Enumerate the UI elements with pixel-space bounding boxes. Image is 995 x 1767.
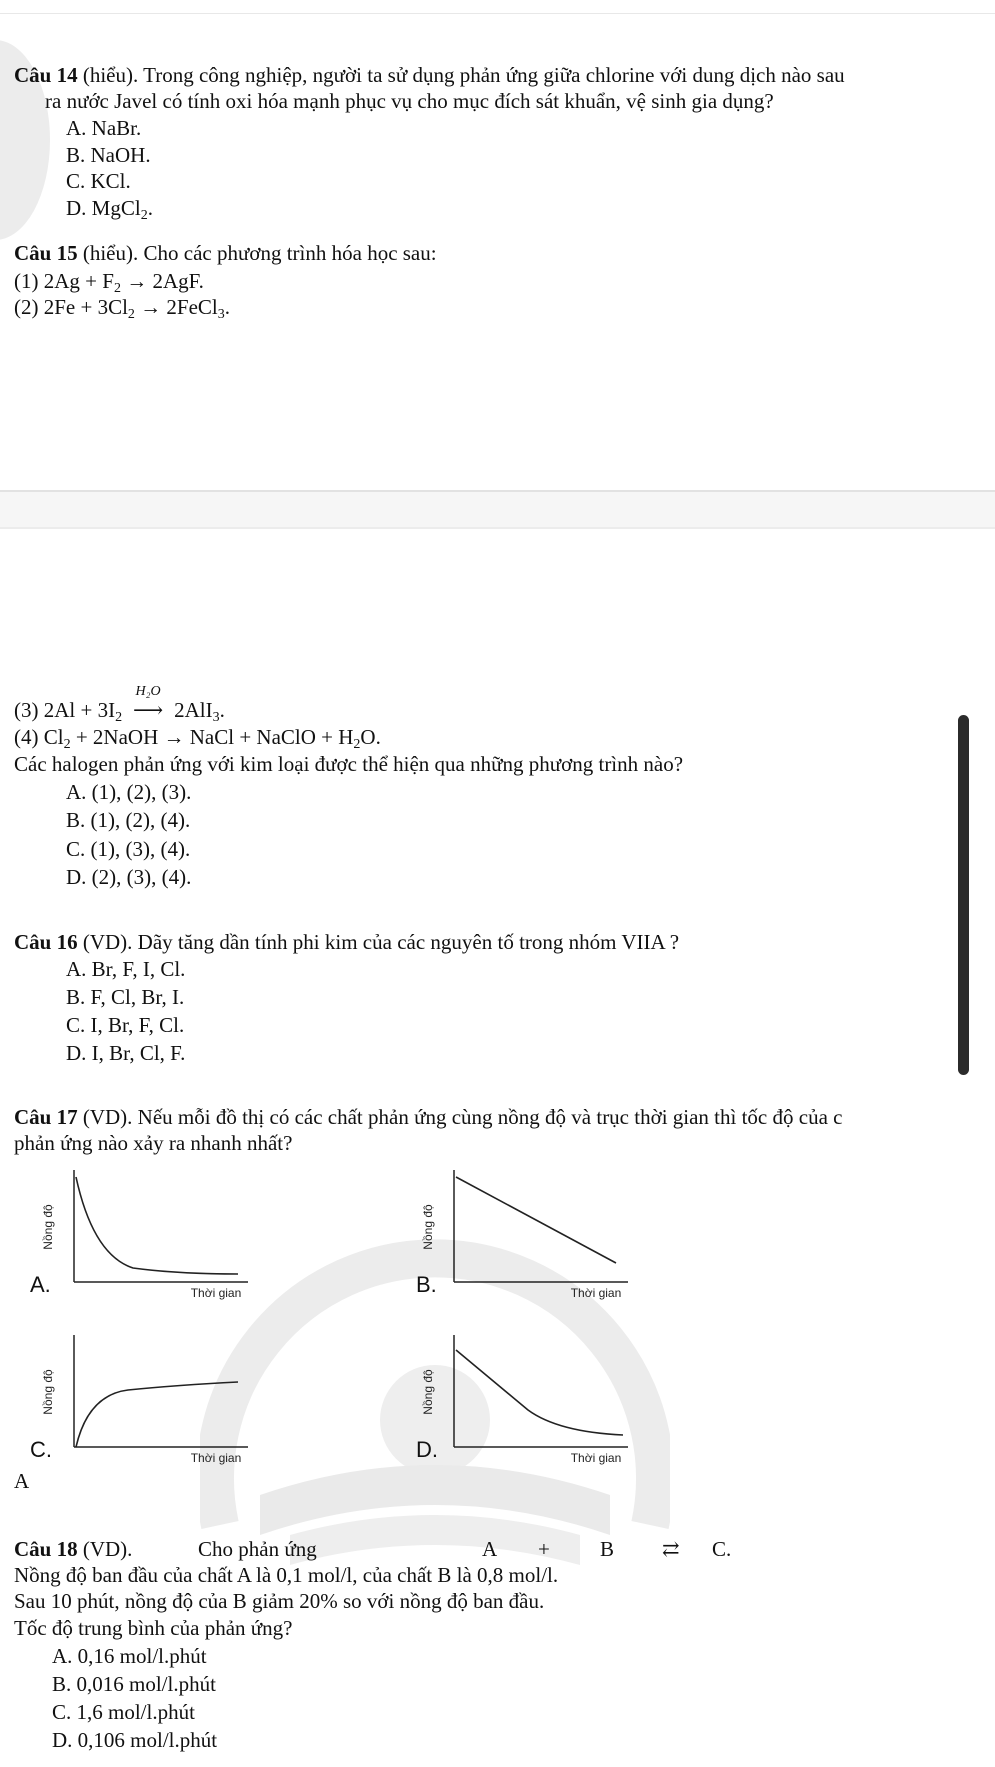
q15-option-c: C. (1), (3), (4). xyxy=(66,837,191,861)
graph-c-xlabel: Thời gian xyxy=(190,1451,242,1465)
q16-option-c: C. I, Br, F, Cl. xyxy=(66,1013,185,1037)
q14-option-b: B. NaOH. xyxy=(66,143,151,167)
q14-line1 xyxy=(14,62,845,88)
q18-line2: Nồng độ ban đầu của chất A là 0,1 mol/l, của chất B là 0,8 mol/l. xyxy=(14,1563,559,1587)
q16-question: Câu 16 (VD). Dãy tăng dần tính phi kim của các nguyên tố trong nhóm VIIA ? xyxy=(14,930,680,954)
graph-d-label: D. xyxy=(416,1437,438,1462)
q18-line4: Tốc độ trung bình của phản ứng? xyxy=(14,1616,293,1640)
graph-c-curve xyxy=(76,1382,238,1447)
graph-a-label: A. xyxy=(30,1272,51,1297)
graph-c xyxy=(38,1330,253,1465)
graph-a-ylabel: Nồng độ xyxy=(41,1204,55,1250)
top-divider xyxy=(0,13,995,14)
q15-option-d: D. (2), (3), (4). xyxy=(66,865,192,889)
q18-intro: Cho phản ứng xyxy=(198,1537,317,1561)
graph-b xyxy=(418,1165,633,1300)
q18-reactant-b: B xyxy=(600,1537,615,1561)
graph-d-curve xyxy=(456,1350,623,1435)
q15-option-a: A. (1), (2), (3). xyxy=(66,780,192,804)
q18-option-b: B. 0,016 mol/l.phút xyxy=(52,1672,216,1696)
graph-a-curve xyxy=(76,1177,238,1274)
q15-option-b: B. (1), (2), (4). xyxy=(66,808,191,832)
q18-equilibrium-arrow: ⇄ xyxy=(662,1537,680,1561)
q18-line1: Câu 18 (VD). xyxy=(14,1537,133,1561)
graph-b-xlabel: Thời gian xyxy=(570,1286,622,1300)
q18-product-c: C. xyxy=(712,1537,732,1561)
q15-eq2: (2) $2Fe + 3Cl_2$ → 2FeCl$_3$. xyxy=(14,295,231,322)
q16-label: Câu 16 xyxy=(14,930,78,954)
graph-b-label: B. xyxy=(416,1272,437,1297)
q15-eq1: (1) $2Ag + F_2 \to 2AgF$. xyxy=(14,269,204,296)
q14-label: Câu 14 xyxy=(14,63,78,87)
q15-question: Các halogen phản ứng với kim loại được thể hiện qua những phương trình nào? xyxy=(14,752,684,776)
q14-option-d: D. MgCl$_2$. xyxy=(66,196,153,223)
graph-c-label: C. xyxy=(30,1437,52,1462)
q14-text1: (hiểu). Trong công nghiệp, người ta sử dụng phản ứng giữa chlorine với dung dịch nào sau xyxy=(77,63,845,87)
graph-d-xlabel: Thời gian xyxy=(570,1451,622,1465)
q16-option-a: A. Br, F, I, Cl. xyxy=(66,957,186,981)
q18-plus: + xyxy=(538,1537,550,1561)
q15-intro: Câu 15 (hiểu). Cho các phương trình hóa học sau: xyxy=(14,241,437,265)
q17-answer: A xyxy=(14,1469,30,1493)
graph-a-xlabel: Thời gian xyxy=(190,1286,242,1300)
graph-c-ylabel: Nồng độ xyxy=(41,1369,55,1415)
q17-label: Câu 17 xyxy=(14,1105,78,1129)
q15-label: Câu 15 xyxy=(14,241,78,265)
q17-line2: phản ứng nào xảy ra nhanh nhất? xyxy=(14,1131,293,1155)
scrollbar-thumb[interactable] xyxy=(958,715,969,1075)
q18-line3: Sau 10 phút, nồng độ của B giảm 20% so với nồng độ ban đầu. xyxy=(14,1589,545,1613)
eq3-arrow: H₂O ⟶ xyxy=(133,684,164,722)
graph-b-ylabel: Nồng độ xyxy=(421,1204,435,1250)
q17-line1: Câu 17 (VD). Nếu mỗi đồ thị có các chất phản ứng cùng nồng độ và trục thời gian thì tốc độ của c xyxy=(14,1105,843,1129)
graph-d-ylabel: Nồng độ xyxy=(421,1369,435,1415)
q15-eq4: (4) $Cl_2$ + 2NaOH → NaCl + NaClO + $H_2O$. xyxy=(14,725,381,752)
page-break-band xyxy=(0,490,995,529)
q14-line2: ra nước Javel có tính oxi hóa mạnh phục vụ cho mục đích sát khuẩn, vệ sinh gia dụng? xyxy=(45,89,774,113)
graph-a xyxy=(38,1165,253,1300)
q14-option-a: A. NaBr. xyxy=(66,116,142,140)
q14-option-c: C. KCl. xyxy=(66,169,131,193)
q18-option-c: C. 1,6 mol/l.phút xyxy=(52,1700,195,1724)
q18-label: Câu 18 xyxy=(14,1537,78,1561)
q18-option-d: D. 0,106 mol/l.phút xyxy=(52,1728,218,1752)
q15-eq3: (3) $2Al + 3I_2$ H₂O ⟶ 2AlI$_3$. xyxy=(14,684,225,725)
graph-d xyxy=(418,1330,633,1465)
q16-option-b: B. F, Cl, Br, I. xyxy=(66,985,185,1009)
q16-option-d: D. I, Br, Cl, F. xyxy=(66,1041,186,1065)
graph-b-curve xyxy=(456,1177,616,1263)
q18-reactant-a: A xyxy=(482,1537,498,1561)
q18-option-a: A. 0,16 mol/l.phút xyxy=(52,1644,207,1668)
